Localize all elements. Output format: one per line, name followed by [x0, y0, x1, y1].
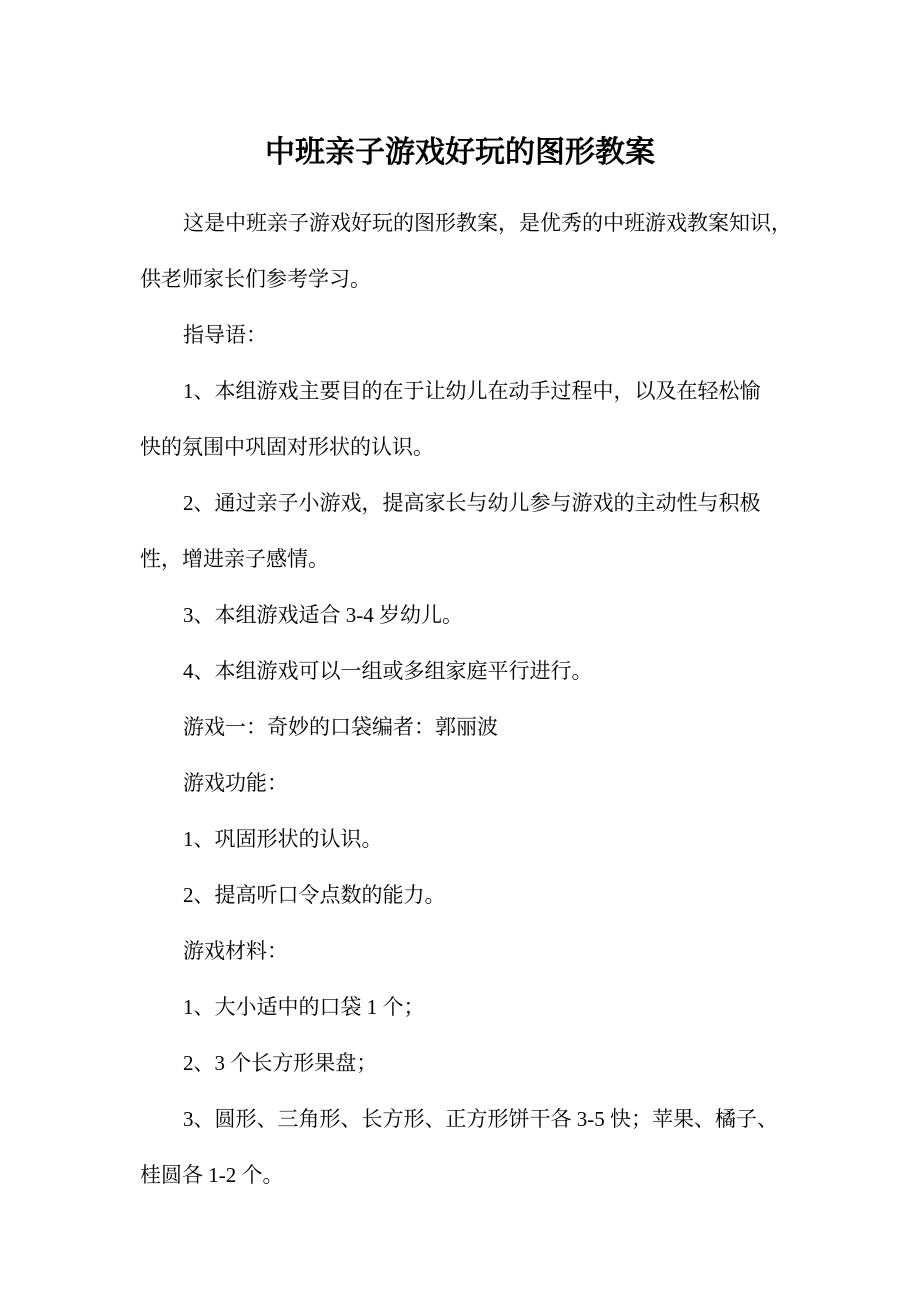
text-line: 3、圆形、三角形、长方形、正方形饼干各 3-5 快；苹果、橘子、	[183, 1107, 778, 1131]
paragraph	[140, 811, 805, 867]
text-line: 指导语：	[183, 323, 267, 347]
text-line: 供老师家长们参考学习。	[140, 267, 371, 291]
text-line: 性，增进亲子感情。	[140, 547, 329, 571]
document-title: 中班亲子游戏好玩的图形教案	[265, 136, 655, 170]
text-line: 桂圆各 1-2 个。	[140, 1163, 284, 1187]
text-line: 1、本组游戏主要目的在于让幼儿在动手过程中，以及在轻松愉	[183, 379, 761, 403]
paragraph	[140, 923, 805, 979]
text-line: 游戏材料：	[183, 939, 288, 963]
text-line: 2、3 个长方形果盘；	[183, 1051, 378, 1075]
text-line: 游戏功能：	[183, 771, 288, 795]
paragraph	[140, 1035, 805, 1091]
text-line: 游戏一：奇妙的口袋编者：郭丽波	[183, 715, 498, 739]
text-line: 1、巩固形状的认识。	[183, 827, 383, 851]
document-body	[140, 195, 805, 1203]
paragraph	[140, 475, 805, 587]
paragraph	[140, 643, 805, 699]
paragraph	[140, 979, 805, 1035]
text-line: 2、提高听口令点数的能力。	[183, 883, 446, 907]
paragraph	[140, 587, 805, 643]
paragraph	[140, 755, 805, 811]
text-line: 1、大小适中的口袋 1 个；	[183, 995, 425, 1019]
text-line: 2、通过亲子小游戏，提高家长与幼儿参与游戏的主动性与积极	[183, 491, 761, 515]
text-line: 3、本组游戏适合 3-4 岁幼儿。	[183, 603, 463, 627]
paragraph	[140, 307, 805, 363]
paragraph	[140, 867, 805, 923]
paragraph	[140, 699, 805, 755]
paragraph	[140, 363, 805, 475]
text-line: 4、本组游戏可以一组或多组家庭平行进行。	[183, 659, 593, 683]
paragraph	[140, 195, 805, 307]
text-line: 快的氛围中巩固对形状的认识。	[140, 435, 434, 459]
paragraph	[140, 1091, 805, 1203]
text-line: 这是中班亲子游戏好玩的图形教案，是优秀的中班游戏教案知识，	[183, 211, 792, 235]
